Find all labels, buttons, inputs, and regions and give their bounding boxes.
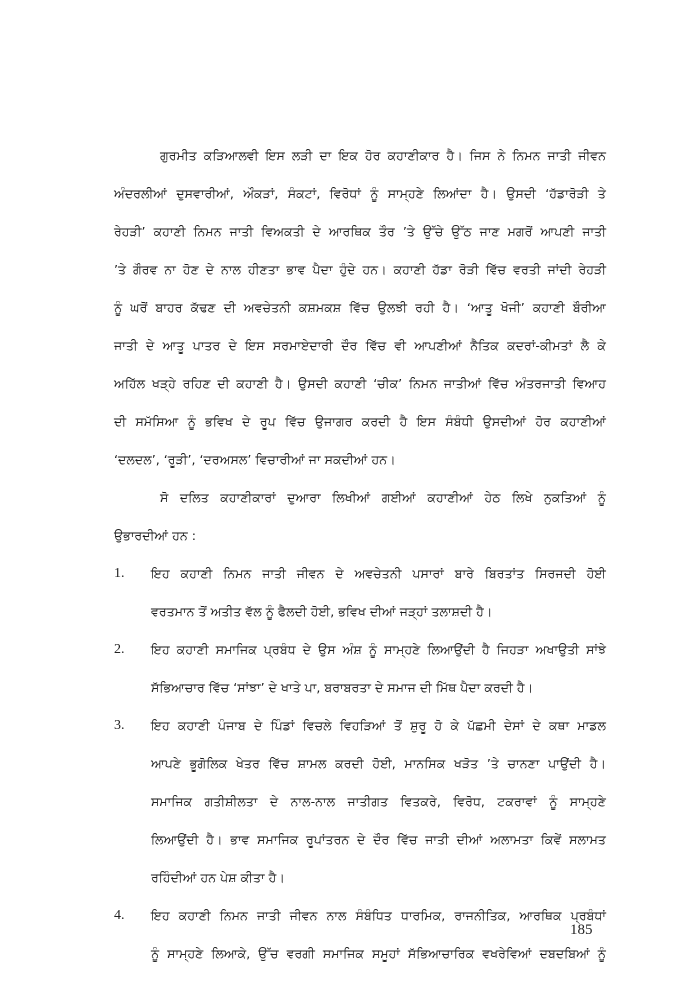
text-line: ਇਹ ਕਹਾਣੀ ਪੰਜਾਬ ਦੇ ਪਿੰਡਾਂ ਵਿਚਲੇ ਵਿਹੜਿਆਂ ਤੋਂ ਸ਼ੁਰੂ ਹੋ ਕੇ ਪੱਛਮੀ ਦੇਸਾਂ ਦੇ ਕਥਾ ਮਾਡਲ (151, 718, 606, 733)
text-line: ਇਹ ਕਹਾਣੀ ਨਿਮਨ ਜਾਤੀ ਜੀਵਨ ਨਾਲ ਸੰਬੰਧਿਤ ਧਾਰਮਿਕ, ਰਾਜਨੀਤਿਕ, ਆਰਥਿਕ ਪ੍ਰਬੰਧਾਂ (151, 908, 606, 923)
text-line: ਰੇਹੜੀ’ ਕਹਾਣੀ ਨਿਮਨ ਜਾਤੀ ਵਿਅਕਤੀ ਦੇ ਆਰਥਿਕ ਤੌਰ ’ਤੇ ਉੱਚੇ ਉੱਠ ਜਾਣ ਮਗਰੋਂ ਆਪਣੀ ਜਾਤੀ (114, 224, 606, 239)
list-item (114, 631, 606, 707)
text-line: ਸੋ ਦਲਿਤ ਕਹਾਣੀਕਾਰਾਂ ਦੁਆਰਾ ਲਿਖੀਆਂ ਗਈਆਂ ਕਹਾਣੀਆਂ ਹੇਠ ਲਿਖੇ ਨੁਕਤਿਆਂ ਨੂੰ (160, 490, 606, 505)
text-line: ਉਭਾਰਦੀਆਂ ਹਨ : (114, 528, 196, 543)
text-line: ਵਰਤਮਾਨ ਤੋਂ ਅਤੀਤ ਵੱਲ ਨੂੰ ਫੈਲਦੀ ਹੋਈ, ਭਵਿਖ ਦੀਆਂ ਜੜ੍ਹਾਂ ਤਲਾਸ਼ਦੀ ਹੈ। (151, 604, 493, 619)
text-line: ਨੂੰ ਘਰੋਂ ਬਾਹਰ ਕੱਢਣ ਦੀ ਅਵਚੇਤਨੀ ਕਸ਼ਮਕਸ਼ ਵਿੱਚ ਉਲਝੀ ਰਹੀ ਹੈ। ‘ਆਤੂ ਖੋਜੀ’ ਕਹਾਣੀ ਬੌਰੀਆ (114, 300, 606, 315)
page-number: 185 (570, 922, 593, 938)
text-line: ’ਤੇ ਗੌਰਵ ਨਾ ਹੋਣ ਦੇ ਨਾਲ ਹੀਣਤਾ ਭਾਵ ਪੈਦਾ ਹੁੰਦੇ ਹਨ। ਕਹਾਣੀ ਹੱਡਾ ਰੋੜੀ ਵਿੱਚ ਵਰਤੀ ਜਾਂਦੀ ਰੇਹੜੀ (114, 262, 606, 277)
text-line: ਇਹ ਕਹਾਣੀ ਸਮਾਜਿਕ ਪ੍ਰਬੰਧ ਦੇ ਉਸ ਅੰਸ਼ ਨੂੰ ਸਾਮ੍ਹਣੇ ਲਿਆਉਂਦੀ ਹੈ ਜਿਹੜਾ ਅਖਾਉਤੀ ਸਾਂਝੇ (151, 642, 606, 657)
list-number: 4. (114, 908, 125, 923)
text-line: ਗੁਰਮੀਤ ਕੜਿਆਲਵੀ ਇਸ ਲੜੀ ਦਾ ਇਕ ਹੋਰ ਕਹਾਣੀਕਾਰ ਹੈ। ਜਿਸ ਨੇ ਨਿਮਨ ਜਾਤੀ ਜੀਵਨ (160, 148, 606, 163)
text-line: ਜਾਤੀ ਦੇ ਆਤੂ ਪਾਤਰ ਦੇ ਇਸ ਸਰਮਾਏਦਾਰੀ ਦੌਰ ਵਿੱਚ ਵੀ ਆਪਣੀਆਂ ਨੈਤਿਕ ਕਦਰਾਂ-ਕੀਮਤਾਂ ਲੈ ਕੇ (114, 338, 606, 353)
text-line: ਰਹਿੰਦੀਆਂ ਹਨ ਪੇਸ਼ ਕੀਤਾ ਹੈ। (151, 870, 285, 885)
text-line: ਇਹ ਕਹਾਣੀ ਨਿਮਨ ਜਾਤੀ ਜੀਵਨ ਦੇ ਅਵਚੇਤਨੀ ਪਸਾਰਾਂ ਬਾਰੇ ਬਿਰਤਾਂਤ ਸਿਰਜਦੀ ਹੋਈ (151, 566, 606, 581)
list-number: 1. (114, 566, 125, 581)
numbered-list (114, 555, 606, 973)
text-line: ਅਹਿੱਲ ਖੜ੍ਹੇ ਰਹਿਣ ਦੀ ਕਹਾਣੀ ਹੈ। ਉਸਦੀ ਕਹਾਣੀ ‘ਚੀਕ’ ਨਿਮਨ ਜਾਤੀਆਂ ਵਿੱਚ ਅੰਤਰਜਾਤੀ ਵਿਆਹ (114, 376, 606, 391)
text-line: ਲਿਆਉਂਦੀ ਹੈ। ਭਾਵ ਸਮਾਜਿਕ ਰੂਪਾਂਤਰਨ ਦੇ ਦੌਰ ਵਿੱਚ ਜਾਤੀ ਦੀਆਂ ਅਲਾਮਤਾ ਕਿਵੇਂ ਸਲਾਮਤ (151, 832, 606, 847)
list-item (114, 555, 606, 631)
list-number: 2. (114, 642, 125, 657)
paragraph (114, 137, 606, 479)
text-line: ਸੱਭਿਆਚਾਰ ਵਿੱਚ ‘ਸਾਂਝਾ’ ਦੇ ਖਾਤੇ ਪਾ, ਬਰਾਬਰਤਾ ਦੇ ਸਮਾਜ ਦੀ ਮਿੱਥ ਪੈਦਾ ਕਰਦੀ ਹੈ। (151, 680, 534, 695)
list-item (114, 897, 606, 973)
list-number: 3. (114, 718, 125, 733)
paragraph (114, 479, 606, 555)
body-text (114, 137, 606, 973)
text-line: ਸਮਾਜਿਕ ਗਤੀਸ਼ੀਲਤਾ ਦੇ ਨਾਲ-ਨਾਲ ਜਾਤੀਗਤ ਵਿਤਕਰੇ, ਵਿਰੋਧ, ਟਕਰਾਵਾਂ ਨੂੰ ਸਾਮ੍ਹਣੇ (151, 794, 606, 809)
text-line: ਆਪਣੇ ਭੂਗੋਲਿਕ ਖੇਤਰ ਵਿੱਚ ਸ਼ਾਮਲ ਕਰਦੀ ਹੋਈ, ਮਾਨਸਿਕ ਖੜੋਤ ’ਤੇ ਚਾਨਣਾ ਪਾਉਂਦੀ ਹੈ। (151, 756, 606, 771)
text-line: ਨੂੰ ਸਾਮ੍ਹਣੇ ਲਿਆਕੇ, ਉੱਚ ਵਰਗੀ ਸਮਾਜਿਕ ਸਮੂਹਾਂ ਸੱਭਿਆਚਾਰਿਕ ਵਖਰੇਵਿਆਂ ਦਬਦਬਿਆਂ ਨੂੰ (151, 946, 606, 961)
text-line: ਅੰਦਰਲੀਆਂ ਦੁਸਵਾਰੀਆਂ, ਔਕੜਾਂ, ਸੰਕਟਾਂ, ਵਿਰੋਧਾਂ ਨੂੰ ਸਾਮ੍ਹਣੇ ਲਿਆਂਦਾ ਹੈ। ਉਸਦੀ ‘ਹੱਡਾਰੋੜੀ ਤੇ (114, 186, 606, 201)
text-line: ਦੀ ਸਮੱਸਿਆ ਨੂੰ ਭਵਿਖ ਦੇ ਰੂਪ ਵਿੱਚ ਉਜਾਗਰ ਕਰਦੀ ਹੈ ਇਸ ਸੰਬੰਧੀ ਉਸਦੀਆਂ ਹੋਰ ਕਹਾਣੀਆਂ (114, 414, 606, 429)
list-item (114, 707, 606, 897)
text-line: ‘ਦਲਦਲ’, ‘ਰੂੜੀ’, ‘ਦਰਅਸਲ’ ਵਿਚਾਰੀਆਂ ਜਾ ਸਕਦੀਆਂ ਹਨ। (114, 452, 396, 467)
